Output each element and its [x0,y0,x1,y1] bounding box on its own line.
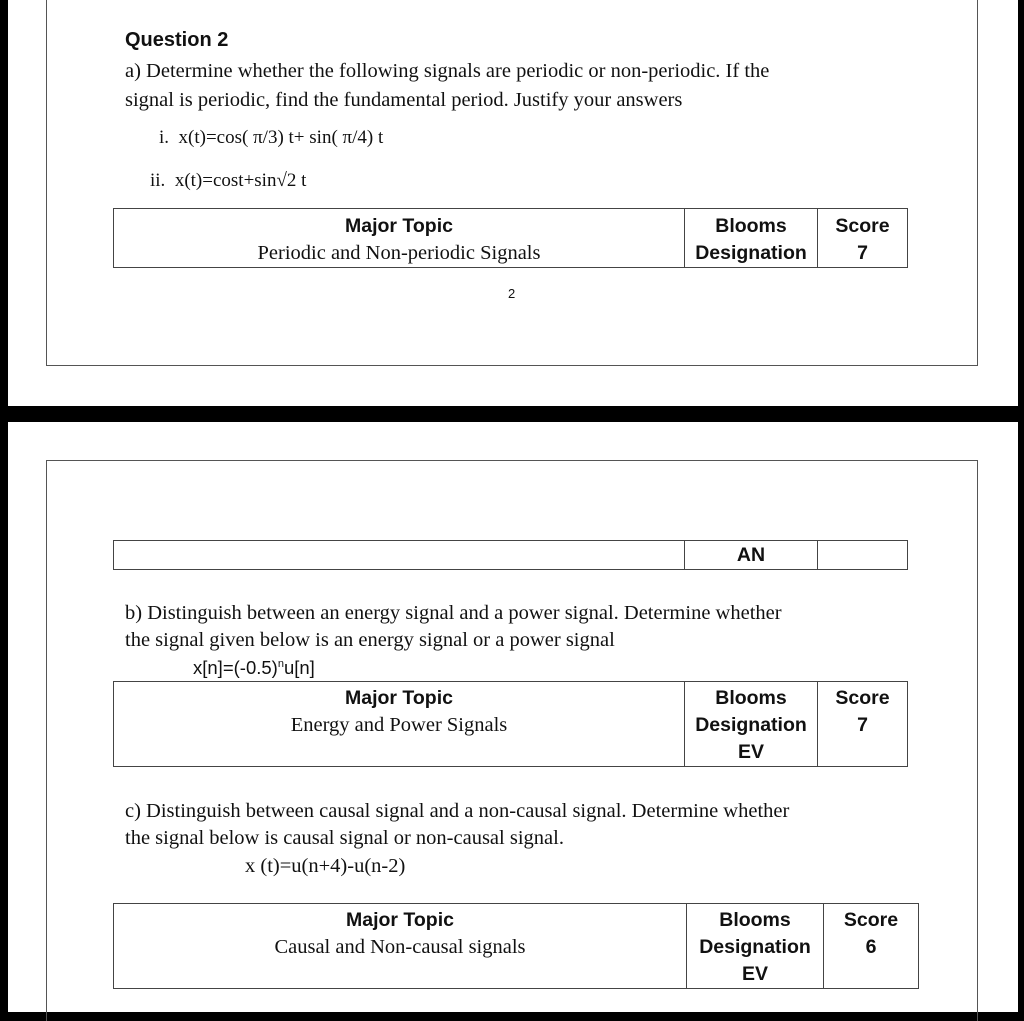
part-c-meta-table [113,903,919,989]
item-number: ii. [150,170,166,191]
major-topic-value: Energy and Power Signals [290,714,508,736]
part-a-prompt-line2: signal is periodic, find the fundamental period. Justify your answers [125,89,683,111]
score-cell [824,904,919,989]
expr-prefix: x[n]=(-0.5) [193,657,278,678]
blooms-cell [685,209,818,268]
major-topic-cell [114,682,685,767]
continued-meta-table [113,540,908,570]
designation-label: Designation [695,242,807,264]
part-a-meta-table [113,208,908,268]
expr-suffix: u[n] [283,657,315,678]
blooms-cell [685,682,818,767]
major-topic-cell [114,904,687,989]
item-number: i. [159,127,170,148]
part-c-prompt-line1: c) Distinguish between causal signal and a non-causal signal. Determine whether [125,800,790,822]
part-b-expression [193,657,315,679]
major-topic-label: Major Topic [345,687,453,709]
empty-topic-cell [114,541,685,570]
major-topic-label: Major Topic [345,215,453,237]
major-topic-value: Causal and Non-causal signals [274,936,526,958]
part-a-item-1 [159,127,383,149]
part-c-expression: x (t)=u(n+4)-u(n-2) [245,855,406,877]
designation-label: Designation [695,714,807,736]
empty-score-cell [818,541,908,570]
blooms-label: Blooms [715,215,787,237]
blooms-label: Blooms [719,909,791,931]
blooms-label: Blooms [715,687,787,709]
blooms-value: EV [741,963,768,985]
score-cell [818,682,908,767]
major-topic-label: Major Topic [346,909,454,931]
part-b-prompt-line2: the signal given below is an energy signal or a power signal [125,629,615,651]
major-topic-cell [114,209,685,268]
score-value: 7 [857,242,868,264]
blooms-value: EV [737,741,764,763]
blooms-value: AN [736,543,766,566]
score-value: 6 [865,936,877,958]
item-expression: x(t)=cos( π/3) t+ sin( π/4) t [178,127,384,148]
score-cell [818,209,908,268]
score-value: 7 [857,714,868,736]
score-label: Score [835,687,890,709]
part-b-prompt-line1: b) Distinguish between an energy signal and a power signal. Determine whether [125,602,782,624]
part-c-prompt-line2: the signal below is causal signal or non-causal signal. [125,827,564,849]
score-label: Score [843,909,899,931]
part-b-meta-table [113,681,908,767]
expr-superscript: n [277,657,284,670]
major-topic-value: Periodic and Non-periodic Signals [257,242,541,264]
part-a-item-2 [150,170,306,192]
part-a-prompt-line1: a) Determine whether the following signals are periodic or non-periodic. If the [125,60,770,82]
page-number: 2 [508,286,516,301]
blooms-cell [685,541,818,570]
designation-label: Designation [699,936,811,958]
score-label: Score [835,215,890,237]
blooms-cell [687,904,824,989]
item-expression: x(t)=cost+sin√2 t [174,170,307,191]
question-title: Question 2 [125,29,229,51]
